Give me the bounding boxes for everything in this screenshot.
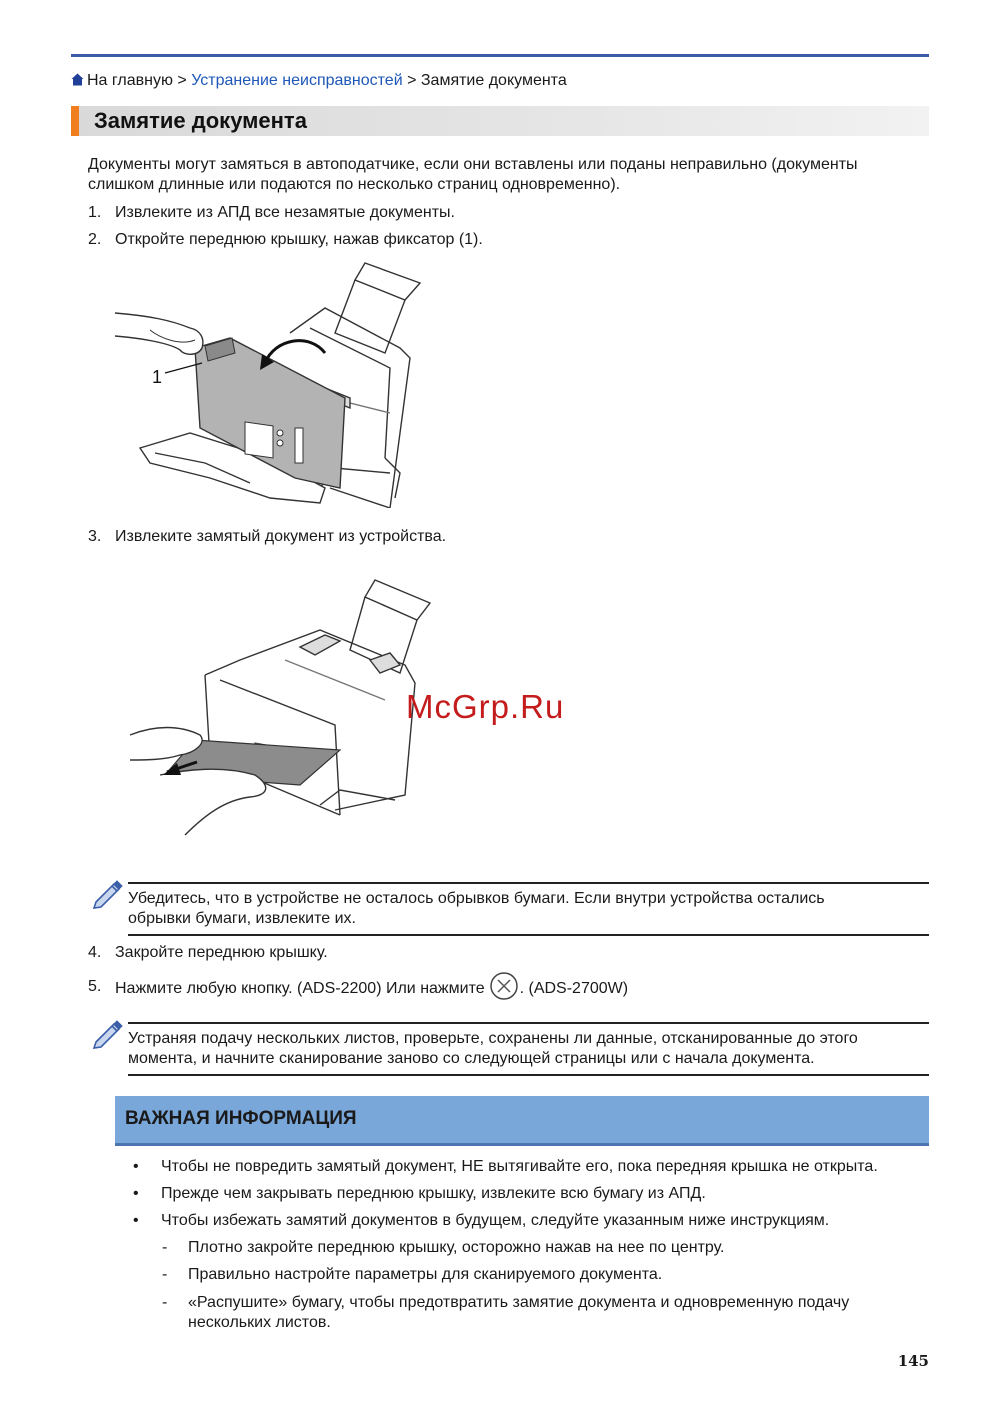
- figure-remove-jam: [125, 575, 445, 840]
- note-line-2: момента, и начните сканирование заново со следующей страницы или с начала документа.: [128, 1050, 815, 1067]
- note-line-1: Устраняя подачу нескольких листов, проверьте, сохранены ли данные, отсканированные до этого: [128, 1030, 858, 1047]
- bullet-item: Чтобы не повредить замятый документ, НЕ вытягивайте его, пока передняя крышка не открыта.: [161, 1158, 878, 1175]
- pencil-note-icon: [90, 876, 124, 910]
- breadcrumb-home[interactable]: На главную: [87, 72, 173, 89]
- watermark: McGrp.Ru: [406, 688, 565, 725]
- important-header: [115, 1096, 929, 1146]
- step-text: Извлеките замятый документ из устройства.: [115, 528, 447, 545]
- step-text: Извлеките из АПД все незамятые документы.: [115, 204, 455, 221]
- step-text-after: . (ADS-2700W): [519, 980, 629, 998]
- top-rule: [71, 54, 929, 57]
- step-number: 3.: [88, 528, 102, 545]
- sub-item: «Распушите» бумагу, чтобы предотвратить замятие документа и одновременную подачу нескольких листов.: [188, 1294, 850, 1331]
- figure-open-cover: [110, 258, 430, 508]
- bullet-marker: •: [133, 1212, 139, 1229]
- step-text: [115, 977, 628, 1001]
- bullet-marker: •: [133, 1158, 139, 1175]
- breadcrumb-section-link[interactable]: Устранение неисправностей: [191, 72, 403, 89]
- breadcrumb-current: Замятие документа: [420, 72, 567, 89]
- breadcrumb-separator: >: [407, 72, 417, 89]
- breadcrumb: [71, 71, 567, 91]
- sub-item: Плотно закройте переднюю крышку, осторожно нажав на нее по центру.: [188, 1239, 725, 1256]
- note-top-rule: [128, 882, 929, 884]
- stop-button-icon[interactable]: [489, 971, 519, 1001]
- step-text-before: Нажмите любую кнопку. (ADS-2200) Или нажмите: [115, 980, 485, 998]
- bullet-item: Прежде чем закрывать переднюю крышку, извлеките всю бумагу из АПД.: [161, 1185, 706, 1202]
- intro-line-2: слишком длинные или подаются по несколько страниц одновременно).: [88, 176, 621, 193]
- note-top-rule: [128, 1022, 929, 1024]
- step-number: 1.: [88, 204, 102, 221]
- breadcrumb-separator: >: [177, 72, 187, 89]
- title-bar: [71, 106, 929, 136]
- step-text: Закройте переднюю крышку.: [115, 944, 328, 961]
- step-number: 5.: [88, 978, 102, 995]
- note-line-2: обрывки бумаги, извлеките их.: [128, 910, 356, 927]
- pencil-note-icon: [90, 1016, 124, 1050]
- step-number: 4.: [88, 944, 102, 961]
- important-heading: ВАЖНАЯ ИНФОРМАЦИЯ: [125, 1108, 357, 1129]
- home-icon[interactable]: [71, 73, 84, 86]
- bullet-item: Чтобы избежать замятий документов в будущем, следуйте указанным ниже инструкциям.: [161, 1212, 830, 1229]
- note-line-1: Убедитесь, что в устройстве не осталось обрывков бумаги. Если внутри устройства остались: [128, 890, 825, 907]
- note-bottom-rule: [128, 934, 929, 936]
- dash-marker: -: [162, 1266, 168, 1283]
- step-number: 2.: [88, 231, 102, 248]
- note-bottom-rule: [128, 1074, 929, 1076]
- figure-callout-label: 1: [152, 367, 163, 387]
- title-accent: [71, 106, 79, 136]
- dash-marker: -: [162, 1294, 168, 1311]
- sub-item: Правильно настройте параметры для сканируемого документа.: [188, 1266, 663, 1283]
- intro-line-1: Документы могут замяться в автоподатчике, если они вставлены или поданы неправильно (документы: [88, 156, 858, 173]
- step-text: Откройте переднюю крышку, нажав фиксатор (1).: [115, 231, 483, 248]
- page-number: 145: [897, 1352, 929, 1370]
- dash-marker: -: [162, 1239, 168, 1256]
- bullet-marker: •: [133, 1185, 139, 1202]
- page-title: Замятие документа: [94, 108, 307, 133]
